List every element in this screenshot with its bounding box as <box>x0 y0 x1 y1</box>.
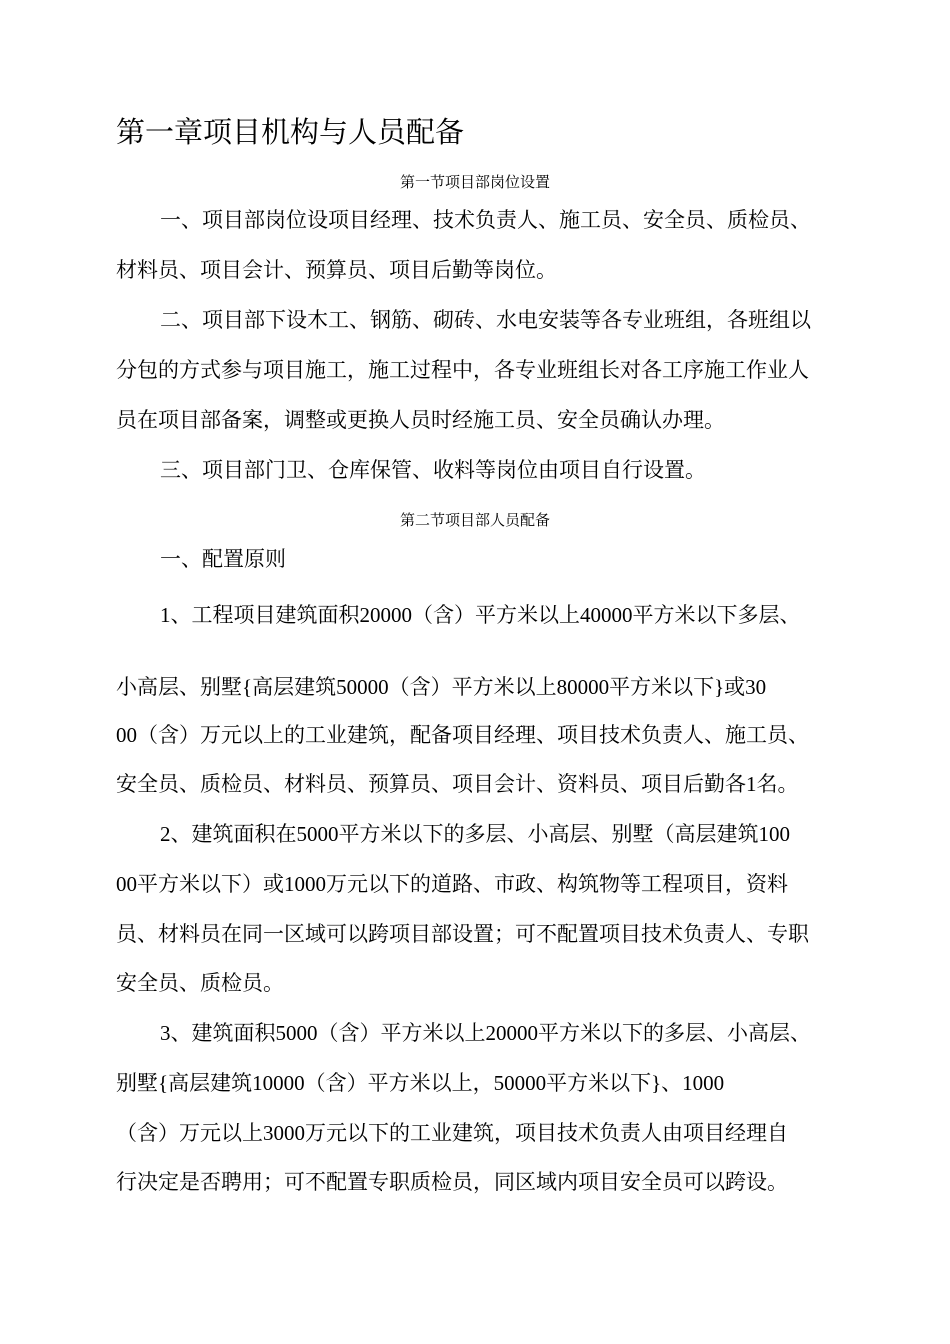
section-title: 第一节项目部岗位设置 <box>399 173 550 191</box>
paragraph-line: 分包的方式参与项目施工，施工过程中，各专业班组长对各工序施工作业人 <box>116 358 809 382</box>
paragraph-line: （含）万元以上3000万元以下的工业建筑，项目技术负责人由项目经理自 <box>116 1121 788 1145</box>
paragraph-line: 行决定是否聘用；可不配置专职质检员，同区域内项目安全员可以跨设。 <box>116 1170 788 1194</box>
section-title: 第二节项目部人员配备 <box>399 511 550 529</box>
paragraph-line: 员、材料员在同一区域可以跨项目部设置；可不配置项目技术负责人、专职 <box>116 922 809 946</box>
paragraph-line: 二、项目部下设木工、钢筋、砌砖、水电安装等各专业班组，各班组以 <box>160 308 811 332</box>
paragraph-line: 00（含）万元以上的工业建筑，配备项目经理、项目技术负责人、施工员、 <box>116 723 809 747</box>
paragraph-line: 1、工程项目建筑面积20000（含）平方米以上40000平方米以下多层、 <box>160 603 801 627</box>
paragraph-line: 别墅{高层建筑10000（含）平方米以上，50000平方米以下}、1000 <box>116 1071 725 1095</box>
paragraph-line: 安全员、质检员。 <box>116 971 284 995</box>
paragraph-line: 一、项目部岗位设项目经理、技术负责人、施工员、安全员、质检员、 <box>160 208 811 232</box>
paragraph-line: 三、项目部门卫、仓库保管、收料等岗位由项目自行设置。 <box>160 458 706 482</box>
paragraph-line: 小高层、别墅{高层建筑50000（含）平方米以上80000平方米以下}或30 <box>116 675 767 699</box>
paragraph-line: 材料员、项目会计、预算员、项目后勤等岗位。 <box>116 258 557 282</box>
paragraph-line: 员在项目部备案，调整或更换人员时经施工员、安全员确认办理。 <box>116 408 725 432</box>
paragraph-line: 00平方米以下）或1000万元以下的道路、市政、构筑物等工程项目，资料 <box>116 872 788 896</box>
chapter-title: 第一章项目机构与人员配备 <box>116 115 465 149</box>
paragraph-line: 安全员、质检员、材料员、预算员、项目会计、资料员、项目后勤各1名。 <box>116 772 799 796</box>
paragraph-line: 2、建筑面积在5000平方米以下的多层、小高层、别墅（高层建筑100 <box>160 822 790 846</box>
paragraph-line: 3、建筑面积5000（含）平方米以上20000平方米以下的多层、小高层、 <box>160 1021 811 1045</box>
paragraph-line: 一、配置原则 <box>160 547 286 571</box>
